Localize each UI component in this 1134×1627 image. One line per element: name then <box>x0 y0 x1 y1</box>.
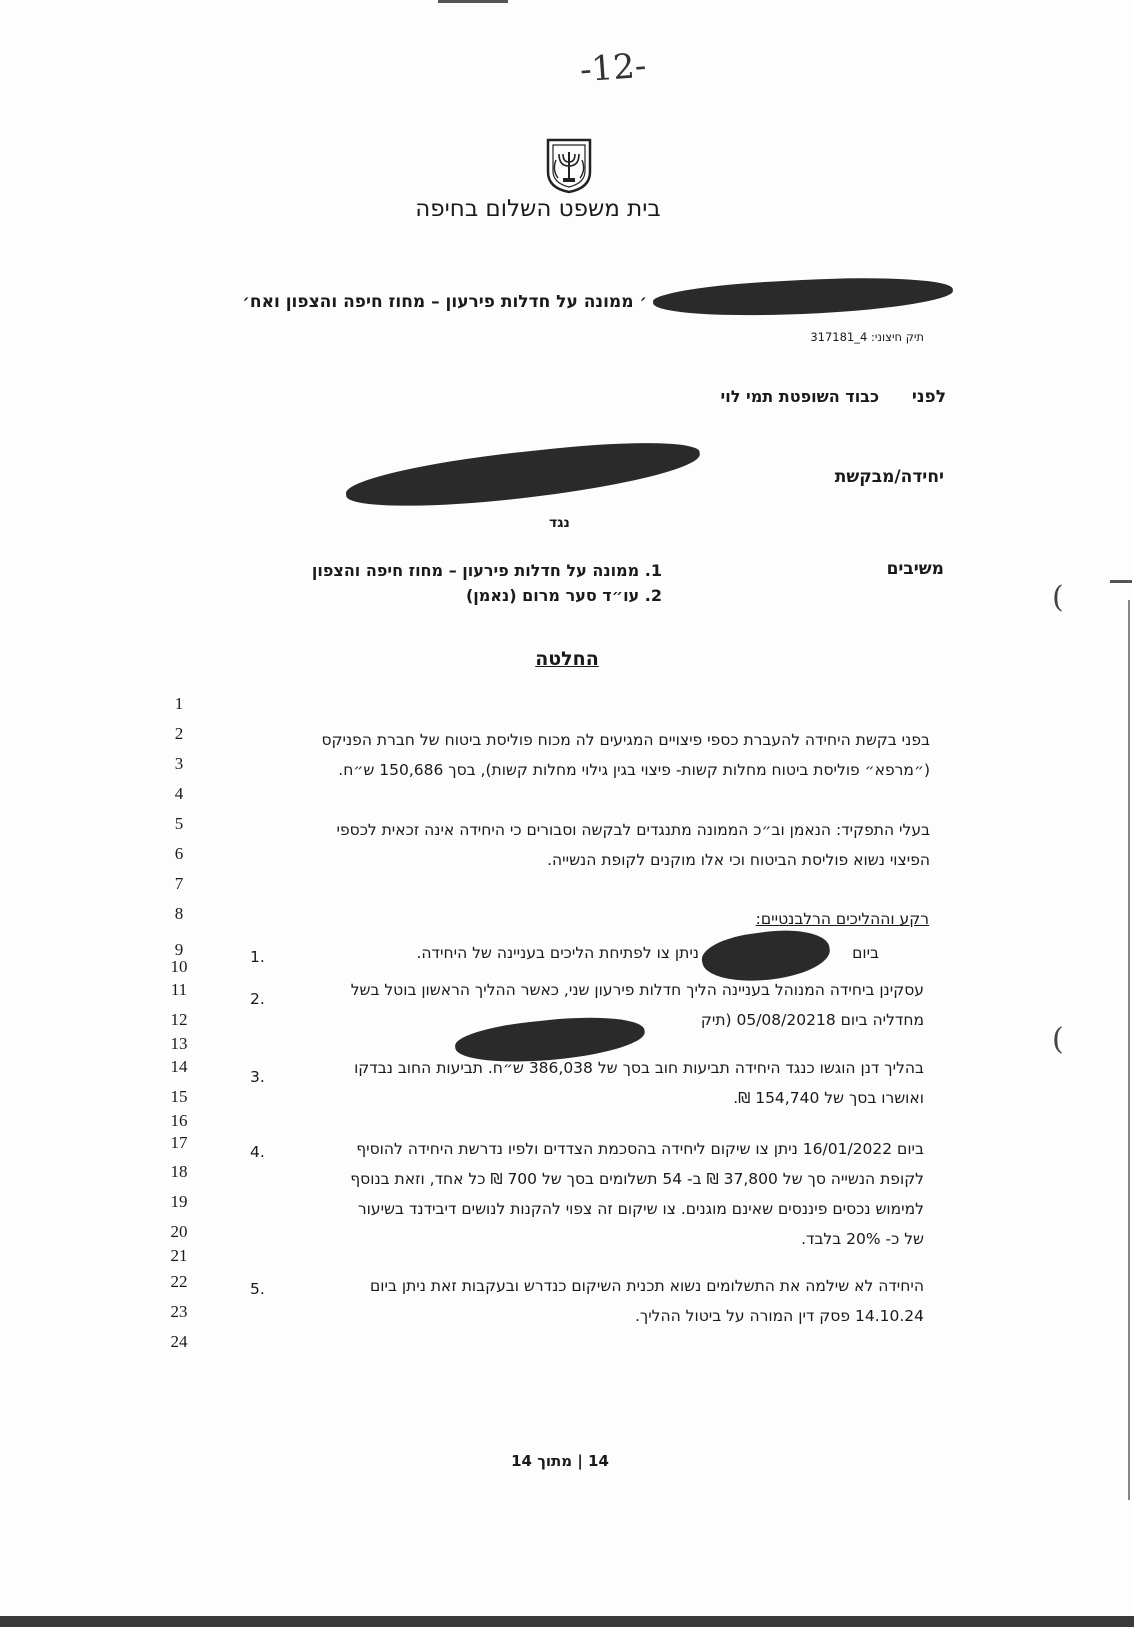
line-number: 21 <box>170 1246 188 1265</box>
item-line: מחדליה ביום 05/08/20218 (תיק <box>700 1011 924 1029</box>
item-1-date-label: ביום <box>852 944 879 962</box>
intro-paragraph <box>226 725 930 785</box>
line-number: 8 <box>174 904 184 923</box>
item-number: 1. <box>250 948 265 966</box>
line-number: 11 <box>170 980 188 999</box>
line-number: 14 <box>170 1057 188 1076</box>
position-line: בעלי התפקיד: הנאמן וב״כ הממונה מתנגדים לבקשה וסבורים כי היחידה אינה זכאית לכספי <box>336 821 930 839</box>
line-number: 4 <box>174 784 184 803</box>
parties-position-paragraph <box>226 815 930 875</box>
line-number: 13 <box>170 1034 188 1053</box>
item-number: 3. <box>250 1068 265 1086</box>
respondents-list <box>312 558 662 608</box>
line-number: 3 <box>174 754 184 773</box>
item-3-text <box>248 1053 924 1113</box>
line-number: 9 <box>174 940 184 959</box>
intro-line: בפני בקשת היחידה להעברת כספי פיצויים המגיעים לה מכוח פוליסת ביטוח של חברת הפניקס <box>321 731 930 749</box>
respondent-item: 2. עו״ד סער מרום (נאמן) <box>465 586 662 605</box>
line-number: 17 <box>170 1133 188 1152</box>
line-number: 19 <box>170 1192 188 1211</box>
line-number: 22 <box>170 1272 188 1291</box>
line-number: 18 <box>170 1162 188 1181</box>
item-1-text: ניתן צו לפתיחת הליכים בעניינה של היחידה. <box>416 944 699 962</box>
item-number: 2. <box>250 990 265 1008</box>
item-line: ואושרו בסך של 154,740 ₪. <box>733 1089 924 1107</box>
scan-edge-mark <box>1128 600 1130 1500</box>
item-line: היחידה לא שילמה את התשלומים נשוא תכנית השיקום כנדרש ובעקבות זאת ניתן ביום <box>369 1277 924 1295</box>
scan-top-mark <box>438 0 508 3</box>
intro-line: (״מרפא״ פוליסת ביטוח מחלות קשות- פיצוי בגין גילוי מחלות קשות), בסך 150,686 ש״ח. <box>338 761 930 779</box>
decision-title: החלטה <box>535 648 599 670</box>
line-number: 6 <box>174 844 184 863</box>
respondent-item: 1. ממונה על חדלות פירעון – מחוז חיפה והצפון <box>311 561 662 580</box>
item-number: 5. <box>250 1280 265 1298</box>
line-number: 5 <box>174 814 184 833</box>
line-number: 12 <box>170 1010 188 1029</box>
line-number: 10 <box>170 957 188 976</box>
line-number: 7 <box>174 874 184 893</box>
respondents-label: משיבים <box>886 559 944 579</box>
before-label: לפני <box>911 387 946 407</box>
item-line: עסקינן ביחידה המנוהל בעניינה הליך חדלות פירעון שני, כאשר ההליך הראשון בוטל בשל <box>350 981 924 999</box>
item-line: ביום 16/01/2022 ניתן צו שיקום ליחידה בהסכמת הצדדים ולפיו נדרשת היחידה להוסיף <box>356 1140 924 1158</box>
versus-label: נגד <box>549 515 570 531</box>
binder-clip-mark: ( <box>1052 580 1064 615</box>
item-line: 14.10.24 פסק דין המורה על ביטול ההליך. <box>634 1307 924 1325</box>
item-4-text <box>248 1134 924 1254</box>
scan-edge-mark <box>1110 580 1132 583</box>
item-line: למימוש נכסים פיננסים שאינם מוגנים. צו שיקום זה צפוי להקנות לנושים דיבידנד בשיעור <box>357 1200 924 1218</box>
item-line: בהליך דנן הוגשו כנגד היחידה תביעות חוב בסך של 386,038 ש״ח. תביעות החוב נבדקו <box>354 1059 924 1077</box>
handwritten-page-marker: -12- <box>578 45 648 91</box>
scan-bottom-edge <box>0 1616 1134 1627</box>
line-number: 20 <box>170 1222 188 1241</box>
item-line: לקופת הנשייה סך של 37,800 ₪ ב- 54 תשלומים בסך של 700 ₪ כל אחד, וזאת בנוסף <box>350 1170 924 1188</box>
line-number: 23 <box>170 1302 188 1321</box>
applicant-label: יחידה/מבקשת <box>834 467 944 487</box>
case-title: ׳ ממונה על חדלות פירעון – מחוז חיפה והצפון ואח׳ <box>242 292 647 312</box>
line-number: 24 <box>170 1332 188 1351</box>
applicant-redaction-mark <box>344 434 703 517</box>
line-number: 15 <box>170 1087 188 1106</box>
line-number: 2 <box>174 724 184 743</box>
position-line: הפיצוי נשוא פוליסת הביטוח וכי אלו מוקנים לקופת הנשייה. <box>547 851 930 869</box>
line-number: 16 <box>170 1111 188 1130</box>
line-number: 1 <box>174 694 184 713</box>
background-section-title: רקע וההליכים הרלבנטיים: <box>755 910 929 928</box>
court-name: בית משפט השלום בחיפה <box>415 196 661 222</box>
item-number: 4. <box>250 1143 265 1161</box>
item-5-text <box>248 1271 924 1331</box>
redaction-mark <box>652 272 953 322</box>
binder-clip-mark: ( <box>1052 1022 1064 1057</box>
external-file-number: תיק חיצוני: 4_317181 <box>810 330 924 344</box>
state-emblem-icon <box>544 136 594 194</box>
judge-name: כבוד השופטת תמי לוי <box>720 387 879 406</box>
page-footer: 14 | מתוך 14 <box>511 1452 609 1470</box>
item-line: של כ- 20% בלבד. <box>801 1230 924 1248</box>
